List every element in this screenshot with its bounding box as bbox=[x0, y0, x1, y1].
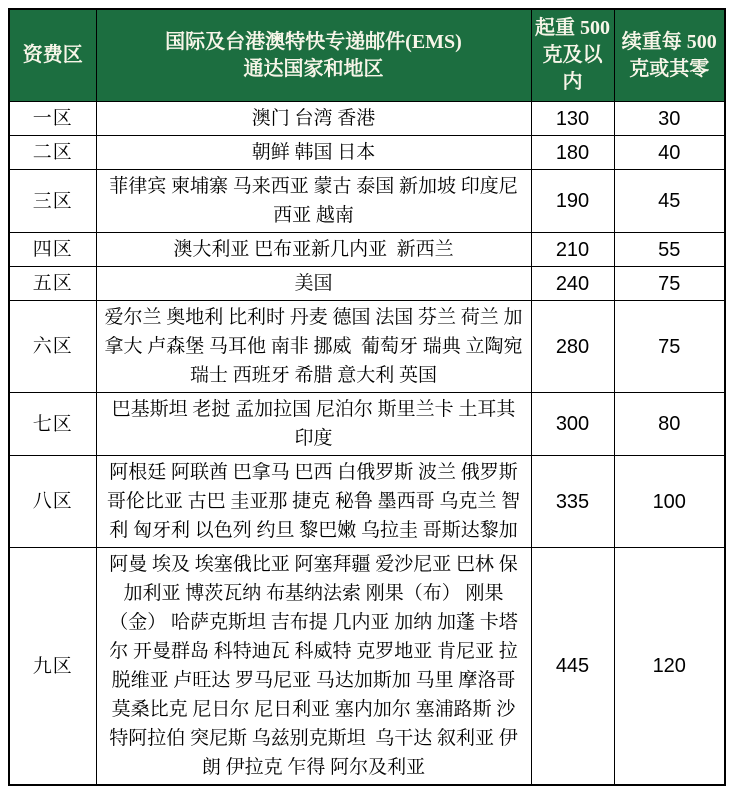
first-weight-cell: 190 bbox=[531, 170, 614, 233]
countries-cell: 澳大利亚 巴布亚新几内亚 新西兰 bbox=[96, 233, 531, 267]
additional-weight-cell: 120 bbox=[614, 548, 725, 786]
additional-weight-cell: 80 bbox=[614, 393, 725, 456]
table-header bbox=[9, 9, 725, 102]
zone-cell: 二区 bbox=[9, 136, 96, 170]
header-fee-zone bbox=[9, 9, 96, 102]
countries-cell: 巴基斯坦 老挝 孟加拉国 尼泊尔 斯里兰卡 土耳其 印度 bbox=[96, 393, 531, 456]
additional-weight-cell: 75 bbox=[614, 301, 725, 393]
countries-cell: 美国 bbox=[96, 267, 531, 301]
zone-cell: 六区 bbox=[9, 301, 96, 393]
zone-cell: 九区 bbox=[9, 548, 96, 786]
zone-cell: 一区 bbox=[9, 102, 96, 136]
header-row bbox=[9, 9, 725, 102]
header-countries-title: 国际及台港澳特快专递邮件(EMS) bbox=[165, 30, 462, 53]
additional-weight-cell: 75 bbox=[614, 267, 725, 301]
header-countries bbox=[96, 9, 531, 102]
first-weight-cell: 445 bbox=[531, 548, 614, 786]
header-additional-weight-line1: 续重每 500 bbox=[621, 30, 717, 53]
header-first-weight bbox=[531, 9, 614, 102]
table-row bbox=[9, 393, 725, 456]
countries-cell: 爱尔兰 奥地利 比利时 丹麦 德国 法国 芬兰 荷兰 加拿大 卢森堡 马耳他 南非 挪威 葡萄牙 瑞典 立陶宛 瑞士 西班牙 希腊 意大利 英国 bbox=[96, 301, 531, 393]
header-additional-weight bbox=[614, 9, 725, 102]
countries-cell: 阿根廷 阿联酋 巴拿马 巴西 白俄罗斯 波兰 俄罗斯 哥伦比亚 古巴 圭亚那 捷克 秘鲁 墨西哥 乌克兰 智利 匈牙利 以色列 约旦 黎巴嫩 乌拉圭 哥斯达黎加 bbox=[96, 456, 531, 548]
first-weight-cell: 210 bbox=[531, 233, 614, 267]
table-row bbox=[9, 136, 725, 170]
first-weight-cell: 130 bbox=[531, 102, 614, 136]
first-weight-cell: 335 bbox=[531, 456, 614, 548]
zone-cell: 四区 bbox=[9, 233, 96, 267]
first-weight-cell: 240 bbox=[531, 267, 614, 301]
additional-weight-cell: 40 bbox=[614, 136, 725, 170]
table-row bbox=[9, 233, 725, 267]
table-row bbox=[9, 102, 725, 136]
zone-cell: 五区 bbox=[9, 267, 96, 301]
zone-cell: 八区 bbox=[9, 456, 96, 548]
header-additional-weight-line2: 克或其零 bbox=[629, 57, 710, 80]
header-countries-subtitle: 通达国家和地区 bbox=[243, 57, 384, 80]
table-row bbox=[9, 170, 725, 233]
countries-cell: 阿曼 埃及 埃塞俄比亚 阿塞拜疆 爱沙尼亚 巴林 保加利亚 博茨瓦纳 布基纳法索 刚果（布） 刚果（金） 哈萨克斯坦 吉布提 几内亚 加纳 加蓬 卡塔尔 开曼群岛 科特迪瓦 科威特 克罗地亚 肯尼亚 拉脱维亚 卢旺达 罗马尼亚 马达加斯加 马里 摩洛哥 莫桑比克 尼日尔 尼日利亚 塞内加尔 塞浦路斯 沙特阿拉伯 突尼斯 乌兹别克斯坦 乌干达 叙利亚 伊朗 伊拉克 乍得 阿尔及利亚 bbox=[96, 548, 531, 786]
table-row bbox=[9, 267, 725, 301]
zone-cell: 三区 bbox=[9, 170, 96, 233]
countries-cell: 澳门 台湾 香港 bbox=[96, 102, 531, 136]
countries-cell: 菲律宾 柬埔寨 马来西亚 蒙古 泰国 新加坡 印度尼西亚 越南 bbox=[96, 170, 531, 233]
additional-weight-cell: 45 bbox=[614, 170, 725, 233]
header-first-weight-line1: 起重 500 bbox=[535, 17, 610, 39]
additional-weight-cell: 100 bbox=[614, 456, 725, 548]
first-weight-cell: 280 bbox=[531, 301, 614, 393]
header-first-weight-line2: 克及以内 bbox=[542, 44, 603, 93]
additional-weight-cell: 30 bbox=[614, 102, 725, 136]
first-weight-cell: 300 bbox=[531, 393, 614, 456]
table-row bbox=[9, 548, 725, 786]
table-row bbox=[9, 301, 725, 393]
table-body bbox=[9, 102, 725, 786]
additional-weight-cell: 55 bbox=[614, 233, 725, 267]
header-fee-zone-label: 资费区 bbox=[22, 44, 83, 66]
countries-cell: 朝鲜 韩国 日本 bbox=[96, 136, 531, 170]
first-weight-cell: 180 bbox=[531, 136, 614, 170]
ems-rate-table bbox=[8, 8, 726, 786]
table-row bbox=[9, 456, 725, 548]
zone-cell: 七区 bbox=[9, 393, 96, 456]
